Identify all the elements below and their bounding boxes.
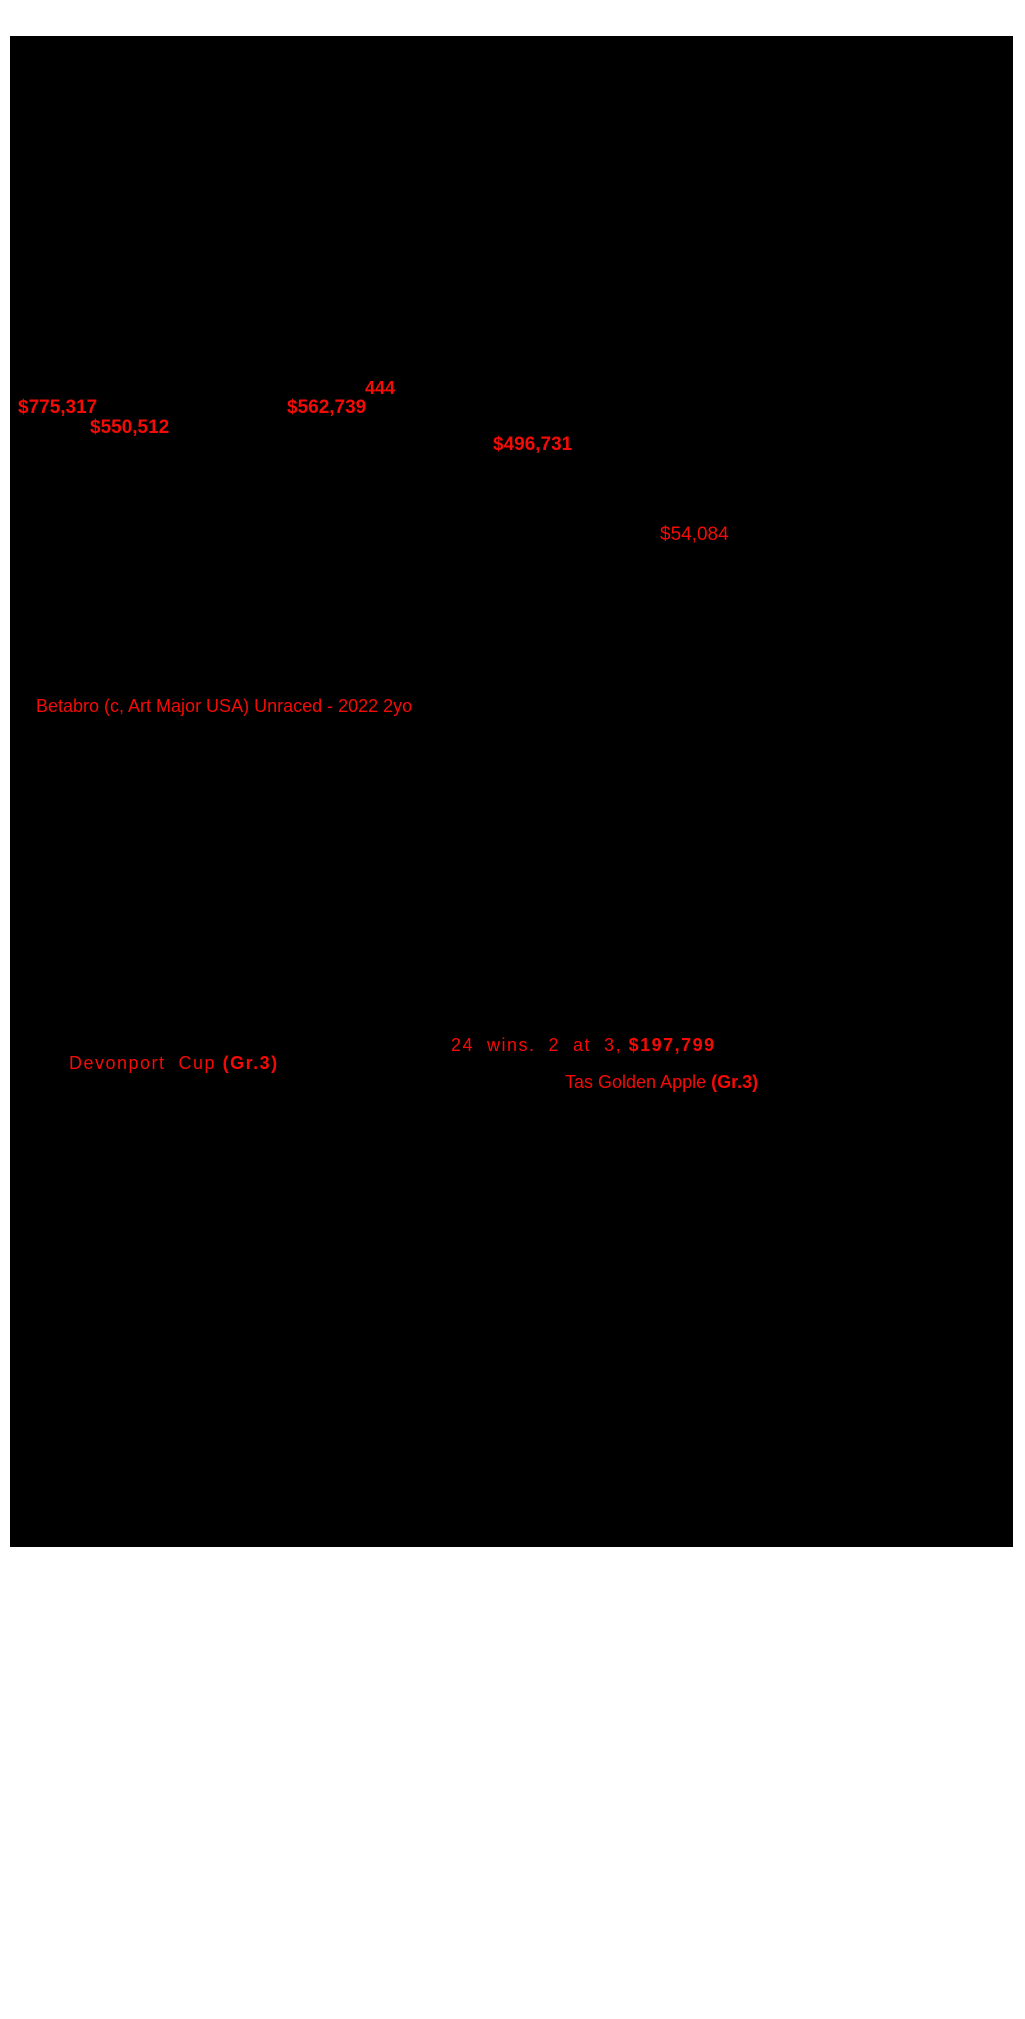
race-record-earnings: $197,799 (628, 1035, 716, 1055)
progeny-note: Betabro (c, Art Major USA) Unraced - 2022 2yo (36, 696, 413, 716)
earnings-775317: $775,317 (18, 397, 98, 418)
earnings-562739: $562,739 (287, 397, 367, 418)
stake-value-444: 444 (365, 378, 396, 398)
race-tas-golden-apple (565, 1073, 758, 1091)
race-devonport-cup (69, 1054, 279, 1072)
race-record-wins: 24 wins. 2 at 3, (451, 1035, 629, 1055)
race-devonport-cup-grade: (Gr.3) (222, 1053, 279, 1073)
earnings-496731: $496,731 (493, 434, 573, 455)
race-devonport-cup-name: Devonport Cup (69, 1053, 223, 1073)
earnings-54084: $54,084 (660, 524, 729, 545)
earnings-550512: $550,512 (90, 417, 170, 438)
document-canvas (10, 36, 1013, 1547)
race-record (451, 1036, 716, 1054)
race-tas-golden-apple-name: Tas Golden Apple (565, 1072, 712, 1092)
race-tas-golden-apple-grade: (Gr.3) (711, 1072, 759, 1092)
